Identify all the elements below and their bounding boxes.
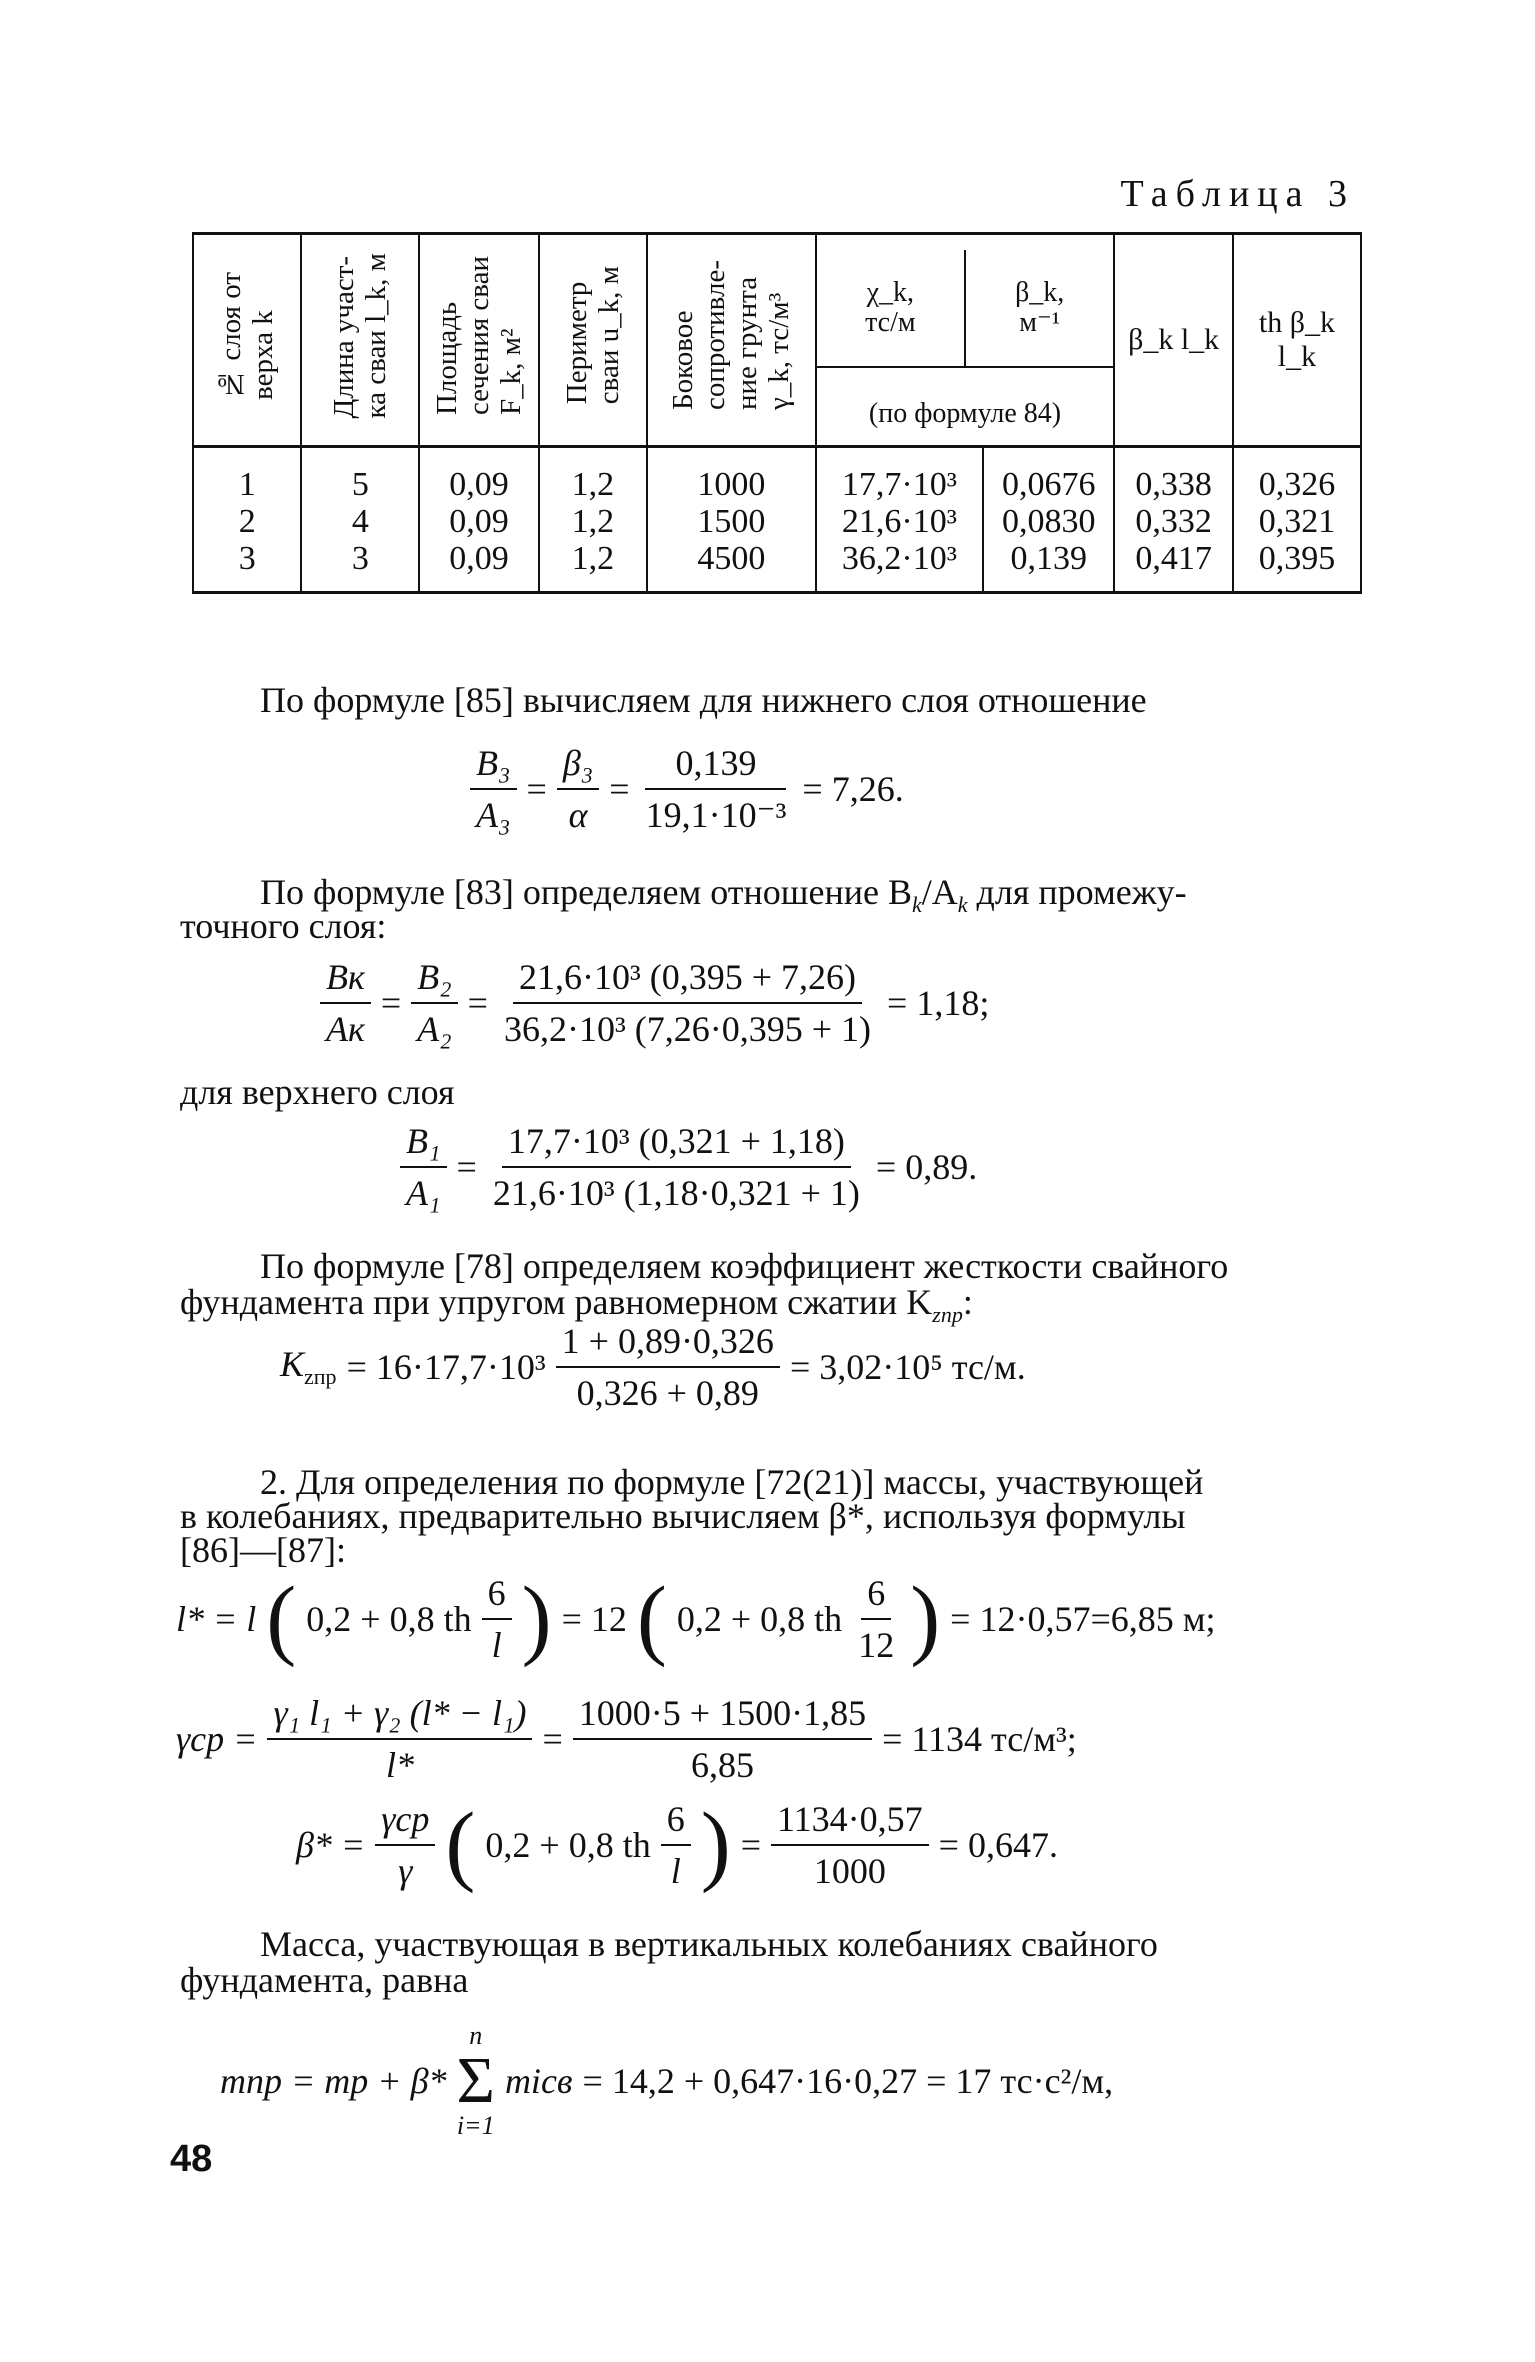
col-bl: 0,338 0,332 0,417 bbox=[1135, 466, 1212, 577]
col-th: 0,326 0,321 0,395 bbox=[1258, 466, 1336, 577]
col-gamma: 1000 1500 4500 bbox=[697, 466, 766, 577]
col-l: 5 4 3 bbox=[351, 466, 369, 577]
col-u: 1,2 1,2 1,2 bbox=[571, 466, 615, 577]
header-area: Площадь сечения сваи F_k, м² bbox=[431, 255, 528, 416]
formula-4: $K_{zпр}$ = 16·17,7·10³ $\frac{1 + 0,89\cdot 0,326}{0,326 + 0,89}$ = 3,02·10⁵ тс/м. bbox=[280, 1321, 1026, 1413]
paragraph-3: для верхнего слоя bbox=[180, 1072, 455, 1112]
paragraph-2-line-2: точного слоя: bbox=[180, 906, 387, 946]
paragraph-6-line-1: Масса, участвующая в вертикальных колебаниях свайного bbox=[260, 1924, 1158, 1964]
formula-2: $\frac{Bк}{Aк}$ = $\frac{\text{B₂}}{\text{A₂}}$ = $\frac{\text{21,6·10³ (0,395 + 7,26)}}{\text{36,2·10³ (7,26·0,395 + 1)}}$ = 1,18; bbox=[320, 956, 999, 1050]
formula-3: $\frac{\text{B₁}}{\text{A₁}}$ = $\frac{\text{17,7·10³ (0,321 + 1,18)}}{\text{21,6·10³ (1,18·0,321 + 1)}}$ = 0,89. bbox=[400, 1120, 987, 1214]
col-beta: 0,0676 0,0830 0,139 bbox=[982, 448, 1113, 591]
formula-5: l* = l ( 0,2 + 0,8 th $\frac{6}{l}$ ) = 12 ( 0,2 + 0,8 th $\frac{6}{12}$ ) = 12·0,57=6,85 м; bbox=[176, 1569, 1216, 1668]
page-number: 48 bbox=[170, 2138, 213, 2180]
header-length: Длина участ- ка сваи l_k, м bbox=[328, 252, 393, 419]
col-chi: 17,7·10³ 21,6·10³ 36,2·10³ bbox=[841, 466, 957, 577]
paragraph-1: По формуле [85] вычисляем для нижнего слоя отношение bbox=[260, 680, 1147, 720]
paragraph-5-line-2: в колебаниях, предварительно вычисляем β*, используя формулы bbox=[180, 1496, 1186, 1536]
header-beta: β_k, м⁻¹ bbox=[964, 250, 1113, 366]
data-table bbox=[192, 232, 1362, 594]
header-chi: χ_k, тс/м bbox=[865, 277, 916, 338]
col-F: 0,09 0,09 0,09 bbox=[449, 466, 509, 577]
paragraph-4-line-1: По формуле [78] определяем коэффициент жесткости свайного bbox=[260, 1246, 1229, 1286]
header-beta-l: β_k l_k bbox=[1114, 234, 1233, 447]
table-caption: Таблица 3 bbox=[1120, 173, 1355, 215]
paragraph-6-line-2: фундамента, равна bbox=[180, 1960, 469, 2000]
sum-symbol: n Σ i=1 bbox=[456, 2021, 495, 2140]
header-layer: № слоя от верха k bbox=[215, 271, 280, 400]
paragraph-5-line-3: [86]—[87]: bbox=[180, 1530, 346, 1570]
paragraph-2-line-1: По формуле [83] определяем отношение $B_k/A_k$ для промежу- bbox=[260, 872, 1187, 918]
formula-1: $\frac{\text{B₃}}{\text{A₃}}$ = $\frac{\text{β₃}}{\alpha}$ = $\frac{0,139}{\text{19,1·10⁻³}}$ = 7,26. bbox=[470, 742, 914, 836]
formula-8: mпр = mр + β* n Σ i=1 miсв = 14,2 + 0,647·16·0,27 = 17 тс·с²/м, bbox=[220, 2021, 1114, 2140]
formula-7: β* = $\frac{\text{γср}}{\gamma}$ ( 0,2 + 0,8 th $\frac{6}{l}$ ) = $\frac{1134\cdot 0,57}{1000}$ = 0,647. bbox=[296, 1795, 1058, 1894]
paragraph-5-line-1: 2. Для определения по формуле [72(21)] массы, участвующей bbox=[260, 1462, 1204, 1502]
header-perimeter: Периметр сваи u_k, м bbox=[560, 266, 625, 405]
header-th: th β_k l_k bbox=[1233, 234, 1361, 447]
paragraph-4-line-2: фундамента при упругом равномерном сжатии $K_{zпр}$: bbox=[180, 1282, 973, 1328]
table-body bbox=[193, 447, 1361, 593]
header-resistance: Боковое сопротивле- ние грунта γ_k, тс/м³ bbox=[667, 260, 796, 411]
header-chi-beta-group bbox=[816, 234, 1115, 447]
header-formula-note: (по формуле 84) bbox=[868, 398, 1062, 429]
formula-6: γср = $\frac{\text{γ₁ l₁ + γ₂ (l* − l₁)}}{l*}$ = $\frac{1000\cdot 5 + 1500\cdot 1,85}{6,85}$ = 1134 тс/м³; bbox=[176, 1693, 1077, 1785]
col-k: 1 2 3 bbox=[238, 466, 256, 577]
table-header-row bbox=[193, 234, 1361, 447]
